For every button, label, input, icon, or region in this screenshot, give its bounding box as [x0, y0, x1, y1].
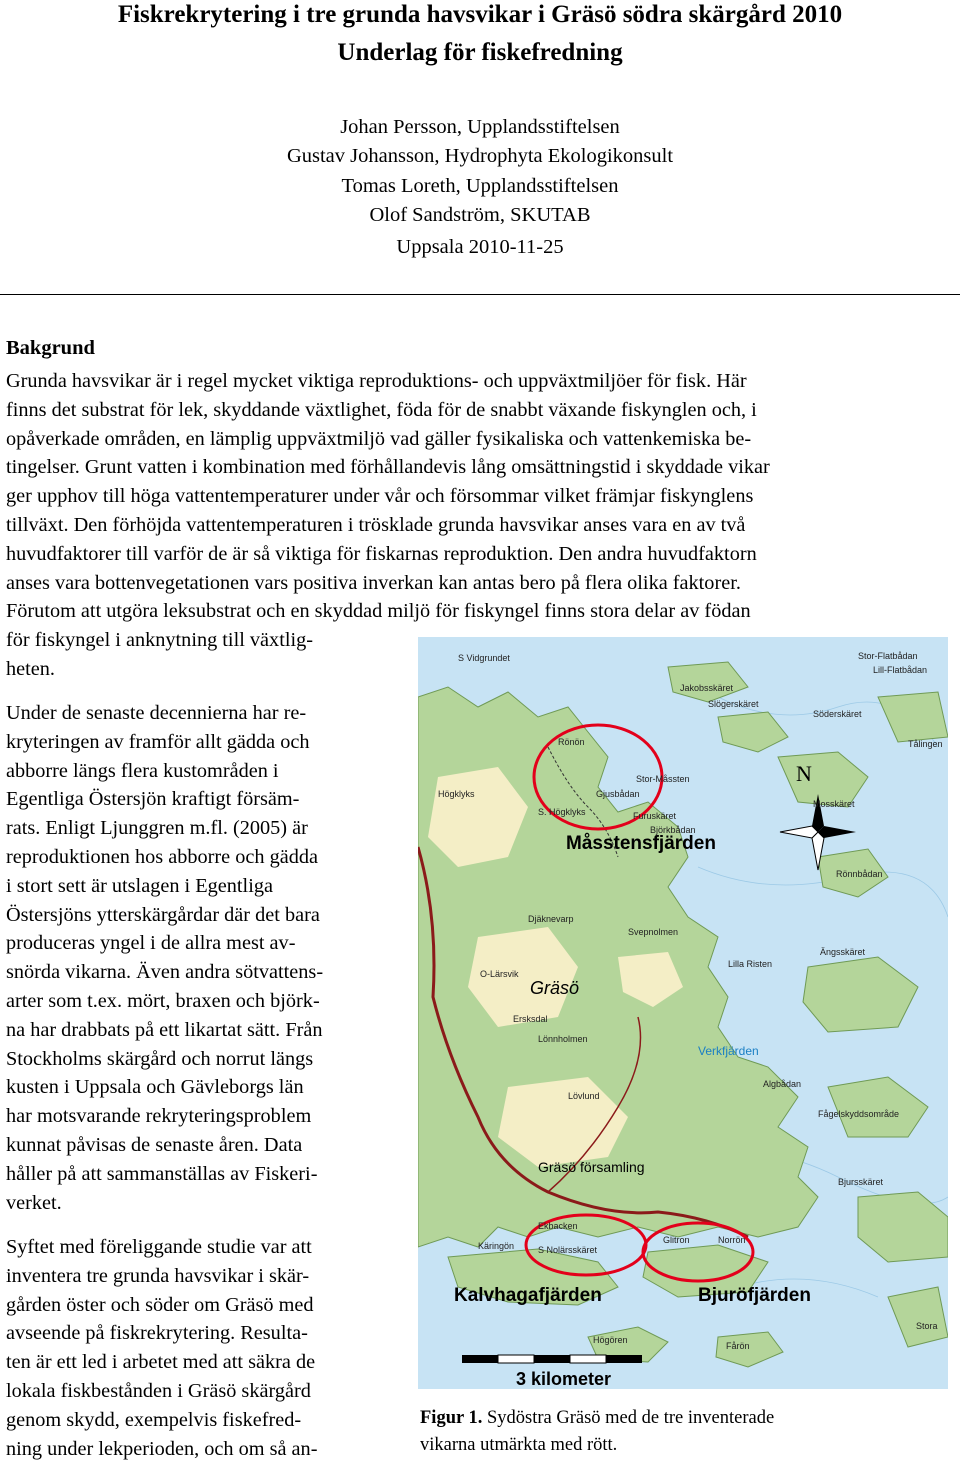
text-line: opåverkade områden, en lämplig uppväxtmiljö vad gäller fysikaliska och vattenkemiska be- [6, 427, 752, 450]
place-name: Norrön [718, 1235, 746, 1245]
caption-text: vikarna utmärkta med rött. [420, 1435, 618, 1455]
section-heading: Bakgrund [6, 337, 95, 359]
place-name: Mosskäret [813, 799, 855, 809]
place-name: Slögerskäret [708, 699, 759, 709]
text-line: verket. [6, 1191, 62, 1214]
place-date: Uppsala 2010-11-25 [396, 236, 564, 258]
text-line: kusten i Uppsala och Gävleborgs län [6, 1076, 304, 1099]
place-name: Stora [916, 1321, 938, 1331]
scale-label: 3 kilometer [516, 1369, 612, 1389]
text-line: genom skydd, exempelvis fiskefred- [6, 1408, 302, 1431]
north-label: N [796, 761, 812, 786]
author: Johan Persson, Upplandsstiftelsen [340, 116, 620, 138]
text-line: ten är ett led i arbetet med att säkra de [6, 1351, 316, 1374]
text-line: reproduktionen hos abborre och gädda [6, 845, 319, 868]
text-line: avseende på fiskrekrytering. Resulta- [6, 1322, 308, 1345]
text-line: för fiskyngel i anknytning till växtlig- [6, 629, 313, 652]
text-line: rats. Enligt Ljunggren m.fl. (2005) är [6, 817, 308, 840]
place-name: Tålingen [908, 739, 943, 749]
place-name: Algbådan [763, 1079, 802, 1089]
text-line: Stockholms skärgård och norrut längs [6, 1047, 314, 1070]
body-paragraph [6, 1233, 317, 1463]
scale-bar [462, 1355, 642, 1363]
text-line: kryteringen av framför allt gädda och [6, 730, 310, 753]
place-name: Bjursskäret [838, 1177, 884, 1187]
text-line: Grunda havsvikar är i regel mycket viktiga reproduktions- och uppväxtmiljöer för fisk. Här [6, 370, 747, 392]
text-line: tingelser. Grunt vatten i kombination med förhållandevis lång omsättningstid i skyddade vikar [6, 456, 770, 479]
text-line: inventera tre grunda havsvikar i skär- [6, 1264, 310, 1287]
text-line: gården öster och söder om Gräsö med [6, 1293, 314, 1316]
place-name: Ekbacken [538, 1221, 578, 1231]
place-name: Högören [593, 1335, 628, 1345]
horizontal-rule [0, 294, 960, 295]
text-line: finns det substrat för lek, skyddande växtlighet, föda för de snabbt växande fiskynglen och, i [6, 398, 757, 421]
place-name: Jakobsskäret [680, 683, 734, 693]
place-name: Rönnbådan [836, 869, 883, 879]
place-name: Lill-Flatbådan [873, 665, 928, 675]
document-title: Fiskrekrytering i tre grunda havsvikar i Gräsö södra skärgård 2010 [117, 1, 843, 28]
place-name: O-Lärsvik [480, 969, 519, 979]
place-name: Furuskäret [633, 811, 677, 821]
figure-caption [420, 1405, 774, 1459]
place-name: S Vidgrundet [458, 653, 510, 663]
text-line: ning under lekperioden, och om så an- [6, 1437, 318, 1460]
text-line: håller på att sammanställas av Fiskeri- [6, 1162, 318, 1185]
place-name: Ängsskäret [820, 947, 866, 957]
text-line: abborre längs flera kustområden i [6, 759, 279, 782]
text-line: Förutom att utgöra leksubstrat och en skyddad miljö för fiskyngel finns stora delar av födan [6, 600, 751, 623]
place-name: Djäknevarp [528, 914, 574, 924]
map-figure [418, 637, 948, 1389]
bay-label: Kalvhagafjärden [454, 1285, 602, 1306]
place-name: Lönnholmen [538, 1034, 588, 1044]
author: Olof Sandström, SKUTAB [369, 203, 591, 226]
text-line: heten. [6, 657, 55, 680]
place-name: S Nolärsskäret [538, 1245, 598, 1255]
text-line: huvudfaktorer till varför de är så viktiga för fiskarnas reproduktion. Den andra huvudfaktorn [6, 542, 757, 565]
text-line: Östersjöns ytterskärgårdar där det bara [6, 903, 320, 926]
place-name: Svepnolmen [628, 927, 679, 937]
place-name: Gjusbådan [596, 789, 640, 799]
text-line: anses vara bottenvegetationen vars positiva inverkan kan antas bero på flera olika faktorer. [6, 571, 741, 594]
place-name: Rönön [558, 737, 585, 747]
place-name: Glitron [663, 1235, 690, 1245]
text-line: kunnat påvisas de senaste åren. Data [6, 1133, 303, 1156]
place-name: Fårön [726, 1341, 750, 1351]
text-line: har motsvarande rekryteringsproblem [6, 1105, 312, 1128]
text-line: produceras yngel i de allra mest av- [6, 932, 296, 955]
bay-label: Bjuröfjärden [698, 1285, 811, 1306]
author: Tomas Loreth, Upplandsstiftelsen [341, 174, 619, 197]
place-name: S. Högklyks [538, 807, 586, 817]
body-paragraph [6, 699, 323, 1217]
text-line: snörda vikarna. Även andra sötvattens- [6, 961, 324, 984]
text-line: lokala fiskbestånden i Gräsö skärgård [6, 1379, 311, 1402]
text-line: Egentliga Östersjön kraftigt försäm- [6, 788, 300, 811]
document-subtitle: Underlag för fiskefredning [337, 39, 623, 66]
text-line: Syftet med föreliggande studie var att [6, 1236, 312, 1258]
author: Gustav Johansson, Hydrophyta Ekologikonsult [286, 145, 674, 168]
place-name: Ersksdal [513, 1014, 548, 1024]
place-name: Käringön [478, 1241, 515, 1251]
place-name: Lilla Risten [728, 959, 773, 969]
place-name: Björkbådan [650, 825, 696, 835]
text-line: tillväxt. Den förhöjda vattentemperaturen i trösklade grunda havsvikar anses vara en av två [6, 513, 746, 536]
island-label: Gräsö [530, 978, 580, 998]
bay-label: Måsstensfjärden [566, 833, 716, 854]
place-name: Lövlund [568, 1091, 600, 1101]
text-line: arter som t.ex. mört, braxen och björk- [6, 989, 320, 1012]
place-name: Söderskäret [813, 709, 862, 719]
place-name: Verkfjärden [698, 1044, 759, 1058]
author-list [0, 113, 960, 230]
caption-text: Sydöstra Gräsö med de tre inventerade [482, 1408, 775, 1428]
place-name: Fågelskyddsområde [818, 1109, 900, 1119]
figure-label: Figur 1. [420, 1408, 483, 1428]
text-line: i stort sett är utslagen i Egentliga [6, 874, 273, 897]
place-name: Högklyks [438, 789, 475, 799]
place-name: Stor-Flatbådan [858, 651, 918, 661]
text-line: ger upphov till höga vattentemperaturer under vår och försommar vilket främjar fiskynglens [6, 485, 754, 508]
place-name: Stor-Måssten [636, 774, 690, 784]
place-name: Gräsö församling [538, 1159, 645, 1175]
text-line: Under de senaste decennierna har re- [6, 702, 307, 724]
text-line: na har drabbats på ett likartat sätt. Från [6, 1018, 323, 1041]
